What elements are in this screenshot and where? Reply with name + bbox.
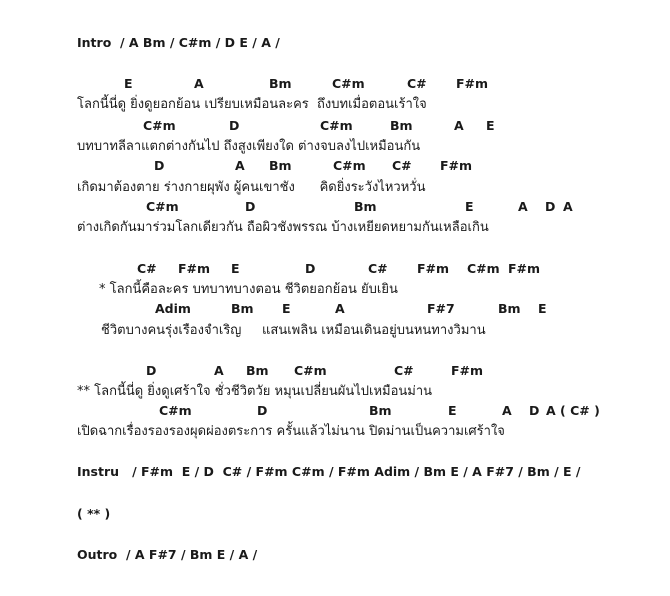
chord: Bm [269,76,292,91]
chord: A [502,403,512,418]
chord: D [229,118,240,133]
chord: C#m [294,363,327,378]
chord: F#7 [427,301,455,316]
chord: C#m [159,403,192,418]
verse1-line3-lyric: เกิดมาต้องตาย ร่างกายผุพัง ผู้คนเขาชัง คิดยิ่งระวังไหวหวั่น [77,180,426,195]
chord: E [465,199,474,214]
chord: Bm [231,301,254,316]
chord: E [538,301,547,316]
chord: F#m [508,261,541,276]
chord: Bm [246,363,269,378]
chord: F#m [178,261,211,276]
chord: C# [407,76,427,91]
chord: C# [368,261,388,276]
instru-line: Instru / F#m E / D C# / F#m C#m / F#m Adim / Bm E / A F#7 / Bm / E / [77,464,581,479]
chord: C#m [320,118,353,133]
chorus1-line1-lyric: * โลกนี้คือละคร บทบาทบางตอน ชีวิตยอกย้อน ยับเยิน [99,282,398,297]
chord: C#m [143,118,176,133]
chord: F#m [417,261,450,276]
chord: F#m [451,363,484,378]
chord: E [231,261,240,276]
chord: A [518,199,528,214]
chord: A [335,301,345,316]
chorus2-line1-lyric: ** โลกนี้นี่ดู ยิ่งดูเศร้าใจ ชั่วชีวิตวัย หมุนเปลี่ยนผันไปเหมือนม่าน [77,384,433,399]
chord: A [194,76,204,91]
chord: A [454,118,464,133]
verse1-line4-lyric: ต่างเกิดกันมาร่วมโลกเดียวกัน ถือผิวชังพรรณ บ้างเหยียดหยามกันเหลือเกิน [77,220,489,235]
chord: D [146,363,157,378]
outro-line: Outro / A F#7 / Bm E / A / [77,547,258,562]
chord: Bm [498,301,521,316]
chord: C#m [332,76,365,91]
chord: A [235,158,245,173]
chord: D [257,403,268,418]
chord: E [124,76,133,91]
chord: C#m [467,261,500,276]
intro-line: Intro / A Bm / C#m / D E / A / [77,35,280,50]
chord: A [563,199,573,214]
chord: Bm [369,403,392,418]
chord: C# [392,158,412,173]
chord: D [245,199,256,214]
chord: C# [394,363,414,378]
chorus2-line2-lyric: เปิดฉากเรื่องรองรองผุดผ่องตระการ ครั้นแล้วไม่นาน ปิดม่านเป็นความเศร้าใจ [77,424,505,439]
chord: Bm [390,118,413,133]
chord: D [529,403,540,418]
chord: C# [137,261,157,276]
chord: F#m [456,76,489,91]
chord: D [545,199,556,214]
chord: Bm [269,158,292,173]
chord: D [154,158,165,173]
repeat-marker: ( ** ) [77,506,111,521]
chord: F#m [440,158,473,173]
chord: E [282,301,291,316]
chord: Adim [155,301,191,316]
chord: E [448,403,457,418]
chord: Bm [354,199,377,214]
chord: E [486,118,495,133]
chord: C#m [333,158,366,173]
chord: C#m [146,199,179,214]
verse1-line1-lyric: โลกนี้นี่ดู ยิ่งดูยอกย้อน เปรียบเหมือนละคร ถึงบทเมื่อตอนเร้าใจ [77,97,427,112]
chord: A [214,363,224,378]
verse1-line2-lyric: บทบาทลีลาแตกต่างกันไป ถึงสูงเพียงใด ต่างจบลงไปเหมือนกัน [77,139,421,154]
chord: A ( C# ) [546,403,600,418]
chorus1-line2-lyric: ชีวิตบางคนรุ่งเรืองจำเริญ แสนเพลิน เหมือนเดินอยู่บนหนทางวิมาน [101,323,486,338]
chord: D [305,261,316,276]
